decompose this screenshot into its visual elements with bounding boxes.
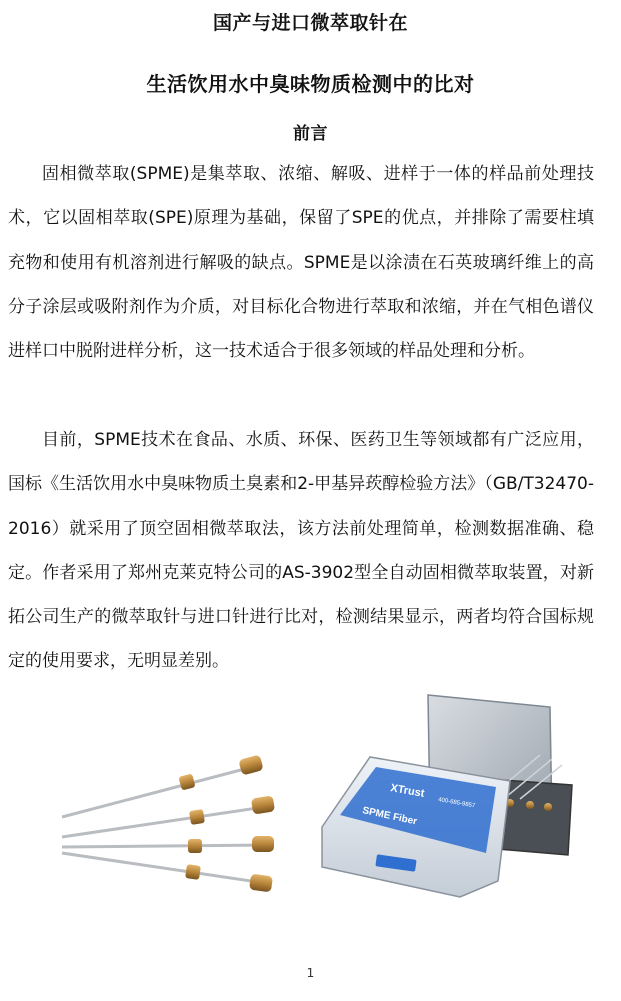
- paragraph-spme-intro: 固相微萃取(SPME)是集萃取、浓缩、解吸、进样于一体的样品前处理技术，它以固相萃取(SPE)原理为基础，保留了SPE的优点，并排除了需要柱填充物和使用有机溶剂进行解吸的缺点。SPME是以涂渍在石英玻璃纤维上的高分子涂层或吸附剂作为介质，对目标化合物进行萃取和浓缩，并在气相色谱仪进样口中脱附进样分析，这一技术适合于很多领域的样品处理和分析。: [8, 164, 594, 362]
- needle-2: [62, 795, 275, 837]
- needle-4: [62, 853, 273, 892]
- box-product-label: SPME Fiber: [361, 805, 419, 828]
- box-phone-label: 400-685-9857: [437, 797, 476, 810]
- box-brand-label: XTrust: [389, 782, 426, 800]
- section-heading-preface: 前言: [293, 124, 328, 144]
- document-title-line-1: 国产与进口微萃取针在: [212, 12, 408, 34]
- document-title-line-2: 生活饮用水中臭味物质检测中的比对: [146, 72, 475, 96]
- spme-fiber-box: [322, 757, 510, 897]
- page-number: 1: [306, 966, 315, 980]
- paragraph-spme-applications: 目前，SPME技术在食品、水质、环保、医药卫生等领域都有广泛应用，国标《生活饮用水中臭味物质土臭素和2-甲基异莰醇检验方法》（GB/T32470-2016）就采用了顶空固相微萃取法，该方法前处理简单，检测数据准确、稳定。作者采用了郑州克莱克特公司的AS-3902型全自动固相微萃取装置，对新拓公司生产的微萃取针与进口针进行比对，检测结果显示，两者均符合国标规定的使用要求，无明显差别。: [8, 430, 594, 672]
- product-photo: [40, 685, 600, 925]
- needle-3: [62, 836, 274, 853]
- needle-1: [62, 754, 264, 817]
